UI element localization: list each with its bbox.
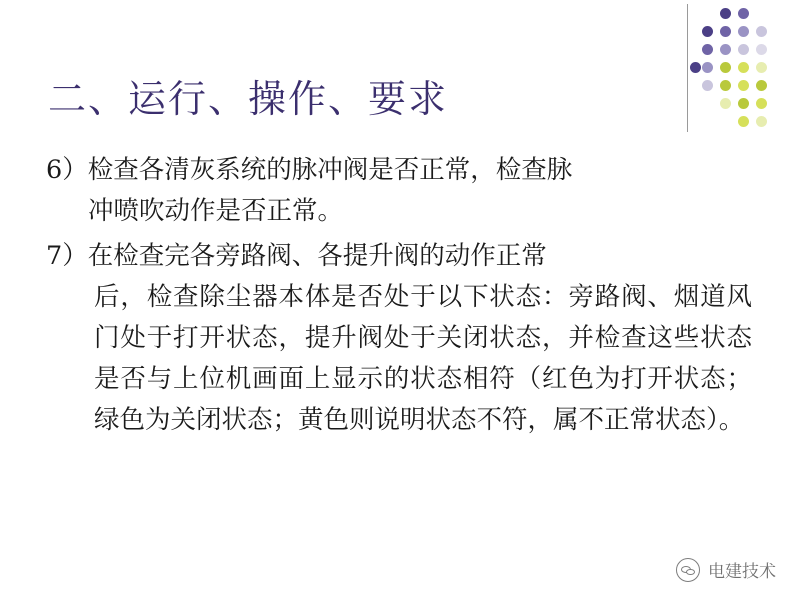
list-marker: 6） bbox=[46, 155, 88, 185]
list-item-line: 在检查完各旁路阀、各提升阀的动作正常 bbox=[87, 241, 547, 271]
watermark bbox=[676, 557, 776, 582]
vertical-divider bbox=[687, 4, 688, 132]
list-item bbox=[46, 150, 752, 232]
dot-grid-decoration bbox=[690, 8, 782, 126]
list-marker: 7） bbox=[46, 241, 88, 271]
list-item-line: 冲喷吹动作是否正常。 bbox=[88, 196, 344, 226]
list-item-line: 后，检查除尘器本体是否处于以下状态：旁路阀、烟道风门处于打开状态，提升阀处于关闭状态，并检查这些状态是否与上位机画面上显示的状态相符（红色为打开状态；绿色为关闭状态；黄色则说明状态不符，属不正常状态）。 bbox=[94, 282, 752, 435]
wechat-icon bbox=[676, 558, 700, 582]
list-item-line: 检查各清灰系统的脉冲阀是否正常，检查脉 bbox=[87, 155, 573, 185]
watermark-label: 电建技术 bbox=[708, 562, 776, 582]
slide-title: 二、运行、操作、要求 bbox=[48, 77, 449, 121]
list-item bbox=[46, 236, 752, 441]
slide-body bbox=[46, 150, 752, 445]
